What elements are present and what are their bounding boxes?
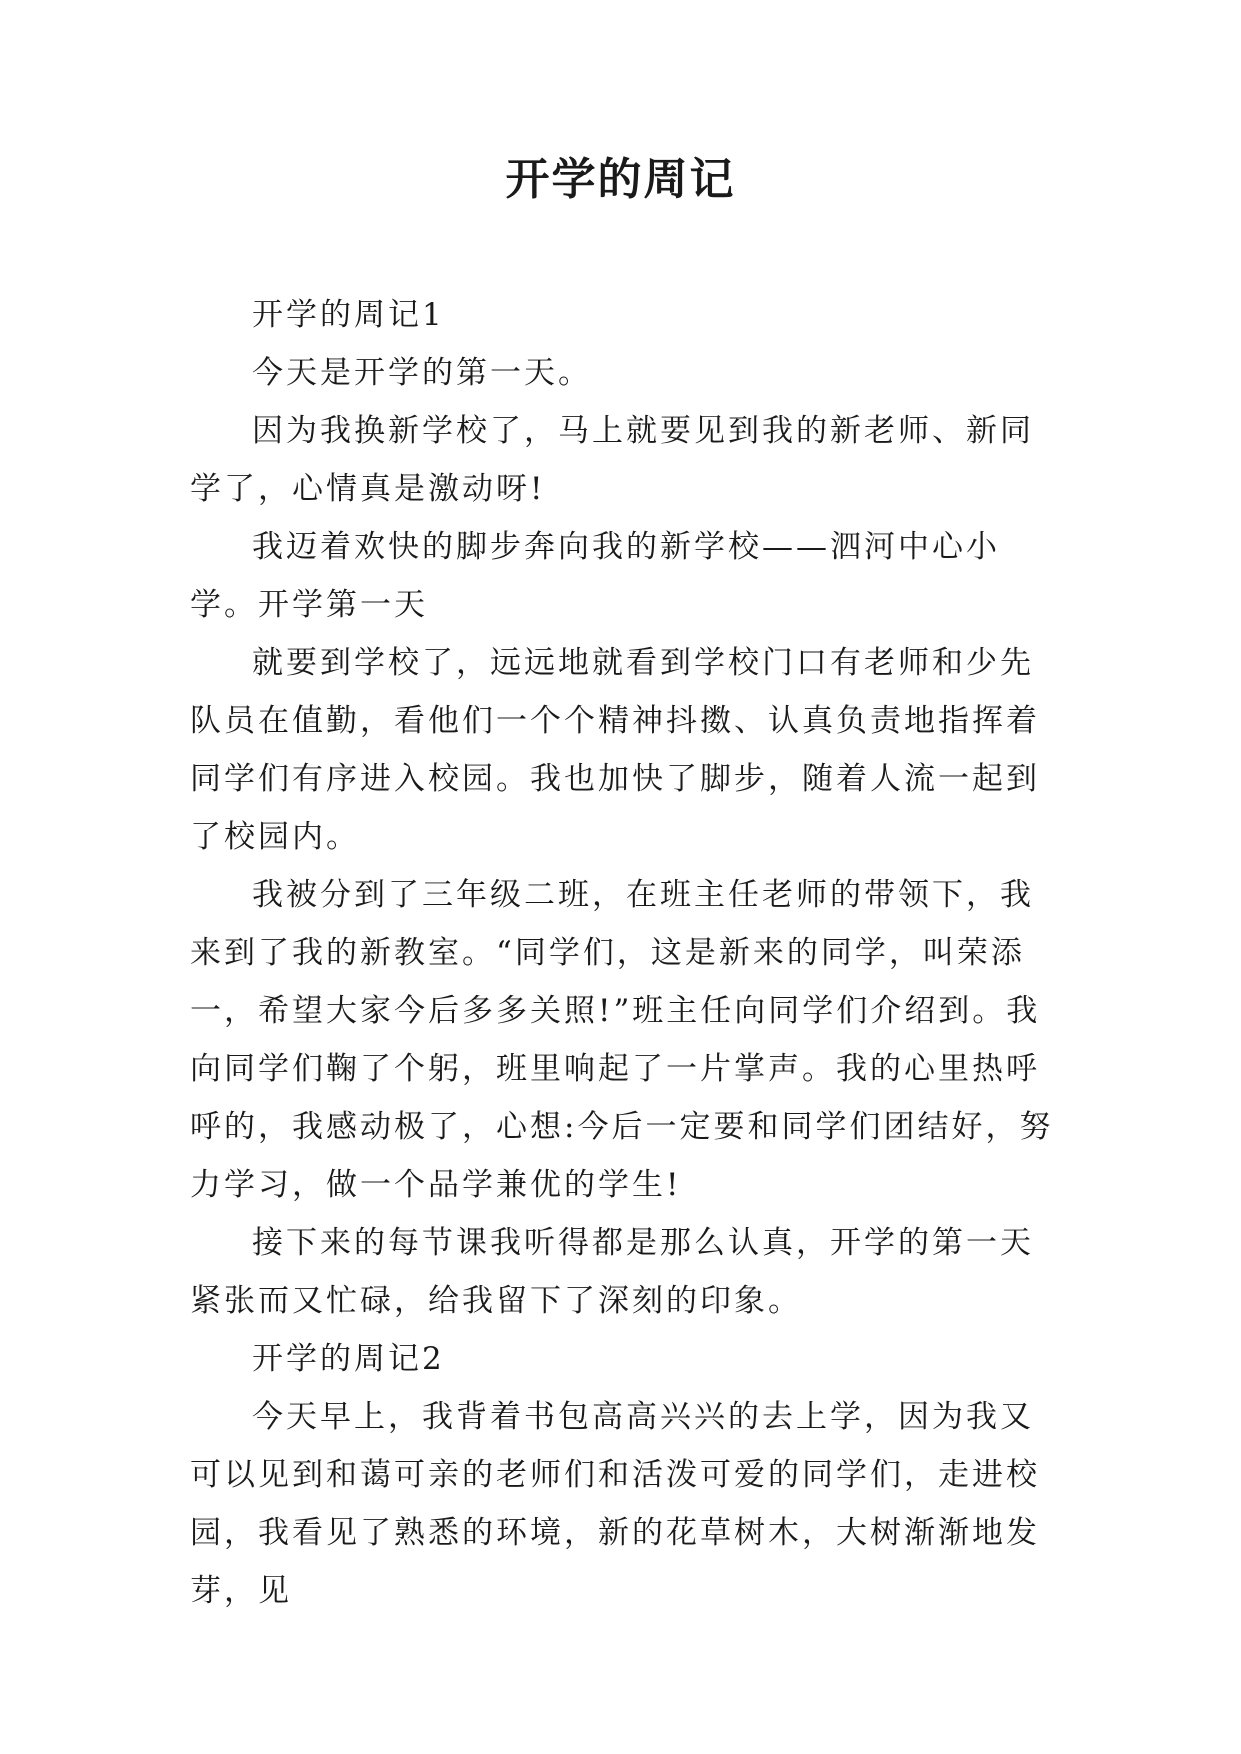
document-body [190,286,1060,1620]
paragraph: 接下来的每节课我听得都是那么认真，开学的第一天紧张而又忙碌，给我留下了深刻的印象。 [190,1225,1034,1319]
section-heading-1: 开学的周记1 [252,297,445,333]
paragraph: 我被分到了三年级二班，在班主任老师的带领下，我来到了我的新教室。“同学们，这是新来的同学，叫荣添一，希望大家今后多多关照!”班主任向同学们介绍到。我向同学们鞠了个躬，班里响起了一片掌声。我的心里热呼呼的，我感动极了，心想:今后一定要和同学们团结好，努力学习，做一个品学兼优的学生! [190,877,1054,1203]
paragraph: 今天是开学的第一天。 [252,355,592,391]
paragraph: 我迈着欢快的脚步奔向我的新学校——泗河中心小学。开学第一天 [190,529,1000,623]
paragraph: 今天早上，我背着书包高高兴兴的去上学，因为我又可以见到和蔼可亲的老师们和活泼可爱的同学们，走进校园，我看见了熟悉的环境，新的花草树木，大树渐渐地发芽，见 [190,1399,1040,1609]
document-title: 开学的周记 [505,154,736,205]
paragraph: 就要到学校了，远远地就看到学校门口有老师和少先队员在值勤，看他们一个个精神抖擞、认真负责地指挥着同学们有序进入校园。我也加快了脚步，随着人流一起到了校园内。 [190,645,1040,855]
paragraph: 因为我换新学校了，马上就要见到我的新老师、新同学了，心情真是激动呀! [190,413,1034,507]
section-heading-2: 开学的周记2 [252,1341,445,1377]
